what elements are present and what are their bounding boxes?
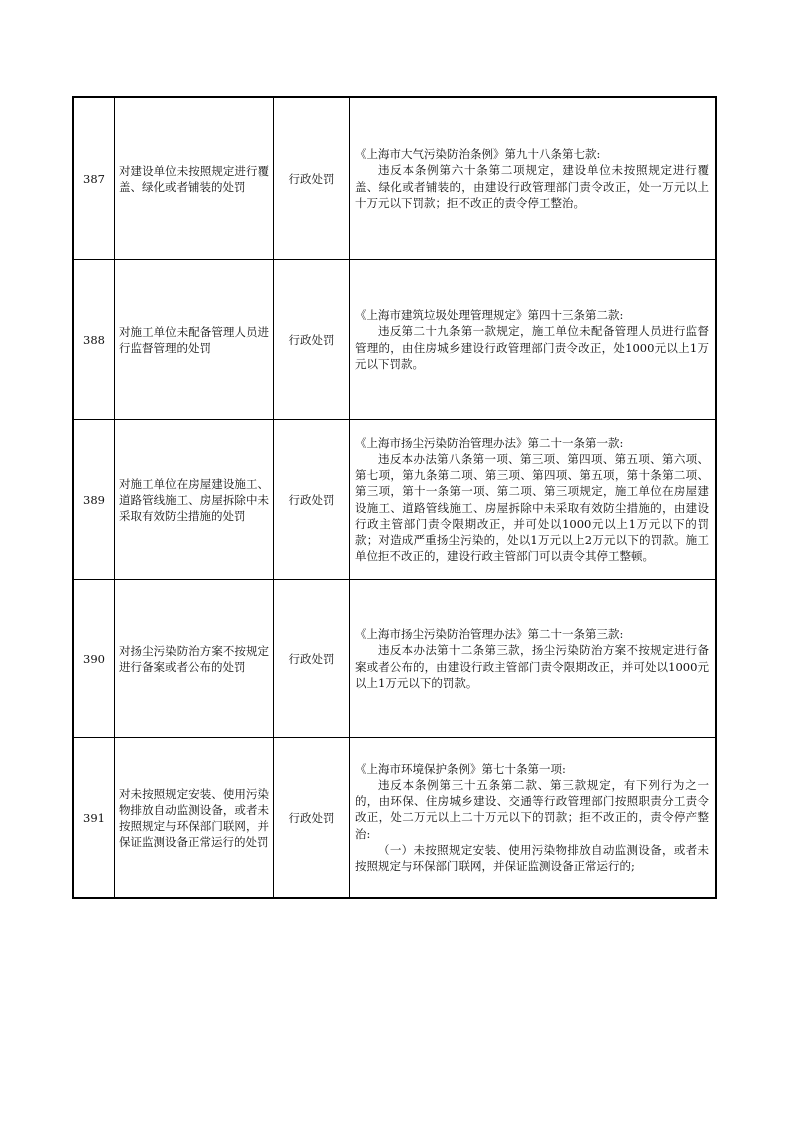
basis-reference: 《上海市环境保护条例》第七十条第一项: — [355, 761, 566, 776]
table-row — [74, 98, 716, 260]
table-row — [74, 580, 716, 738]
basis-text: 违反第二十九条第一款规定，施工单位未配备管理人员进行监督管理的，由住房城乡建设行政管理部门责令改正，处1000元以上1万元以下罚款。 — [355, 324, 709, 371]
row-number: 391 — [74, 738, 115, 898]
table-row — [74, 260, 716, 420]
basis-reference: 《上海市扬尘污染防治管理办法》第二十一条第一款: — [355, 435, 624, 450]
row-number: 387 — [74, 98, 115, 260]
row-number: 388 — [74, 260, 115, 420]
basis-reference: 《上海市扬尘污染防治管理办法》第二十一条第三款: — [355, 627, 624, 642]
legal-basis — [350, 738, 716, 898]
legal-basis — [350, 98, 716, 260]
penalty-type: 行政处罚 — [274, 260, 350, 420]
item-name: 对未按照规定安装、使用污染物排放自动监测设备，或者未按照规定与环保部门联网，并保证监测设备正常运行的处罚 — [115, 738, 274, 898]
legal-basis — [350, 420, 716, 580]
item-name: 对施工单位在房屋建设施工、道路管线施工、房屋拆除中未采取有效防尘措施的处罚 — [115, 420, 274, 580]
basis-text: 违反本条例第六十条第二项规定，建设单位未按照规定进行覆盖、绿化或者铺装的，由建设行政管理部门责令改正，处一万元以上十万元以下罚款；拒不改正的责令停工整治。 — [355, 163, 709, 210]
basis-text: 违反本条例第三十五条第二款、第三款规定，有下列行为之一的，由环保、住房城乡建设、交通等行政管理部门按照职责分工责令改正，处二万元以上二十万元以下的罚款；拒不改正的，责令停产整治: — [355, 777, 709, 841]
legal-basis — [350, 580, 716, 738]
basis-text: 违反本办法第十二条第三款，扬尘污染防治方案不按规定进行备案或者公布的，由建设行政主管部门责令限期改正，并可处以1000元以上1万元以下的罚款。 — [355, 643, 709, 690]
item-name: 对扬尘污染防治方案不按规定进行备案或者公布的处罚 — [115, 580, 274, 738]
penalty-type: 行政处罚 — [274, 420, 350, 580]
penalty-table — [73, 97, 716, 898]
penalty-type: 行政处罚 — [274, 580, 350, 738]
item-name: 对建设单位未按照规定进行覆盖、绿化或者铺装的处罚 — [115, 98, 274, 260]
table-row — [74, 420, 716, 580]
basis-text: 违反本办法第八条第一项、第三项、第四项、第五项、第六项、第七项，第九条第二项、第三项、第四项、第五项，第十条第二项、第三项，第十一条第一项、第二项、第三项规定，施工单位在房屋建设施工、道路管线施工、房屋拆除中未采取有效防尘措施的，由建设行政主管部门责令限期改正，并可处以1000元以上1万元以下的罚款；对造成严重扬尘污染的，处以1万元以上2万元以下的罚款。施工单位拒不改正的，建设行政主管部门可以责令其停工整顿。 — [355, 451, 709, 564]
basis-reference: 《上海市建筑垃圾处理管理规定》第四十三条第二款: — [355, 308, 624, 323]
item-name: 对施工单位未配备管理人员进行监督管理的处罚 — [115, 260, 274, 420]
basis-subitem: （一）未按照规定安装、使用污染物排放自动监测设备，或者未按照规定与环保部门联网，并保证监测设备正常运行的; — [355, 842, 709, 873]
row-number: 390 — [74, 580, 115, 738]
basis-reference: 《上海市大气污染防治条例》第九十八条第七款: — [355, 147, 601, 162]
penalty-type: 行政处罚 — [274, 738, 350, 898]
row-number: 389 — [74, 420, 115, 580]
penalty-type: 行政处罚 — [274, 98, 350, 260]
table-row — [74, 738, 716, 898]
legal-basis — [350, 260, 716, 420]
